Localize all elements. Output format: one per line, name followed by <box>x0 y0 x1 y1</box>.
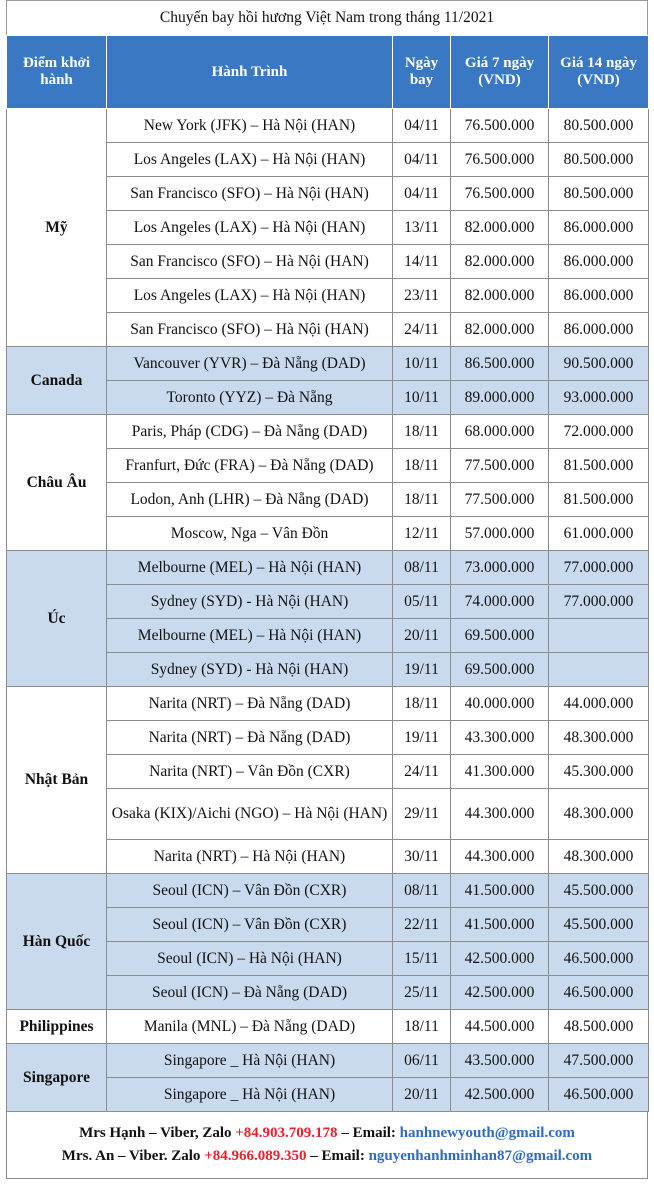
header-departure: Điểm khởi hành <box>7 36 107 109</box>
price-14-cell: 48.500.000 <box>549 1010 649 1044</box>
flight-schedule-sheet <box>6 0 648 1179</box>
route-cell: Manila (MNL) – Đà Nẵng (DAD) <box>107 1010 393 1044</box>
region-cell: Canada <box>7 347 107 415</box>
contact-phone[interactable]: +84.903.709.178 <box>235 1125 338 1141</box>
region-cell: Nhật Bản <box>7 687 107 874</box>
date-cell: 14/11 <box>393 245 451 279</box>
price-14-cell: 46.500.000 <box>549 1078 649 1112</box>
price-7-cell: 68.000.000 <box>451 415 549 449</box>
date-cell: 04/11 <box>393 143 451 177</box>
route-cell: Lodon, Anh (LHR) – Đà Nẵng (DAD) <box>107 483 393 517</box>
price-14-cell: 45.300.000 <box>549 755 649 789</box>
price-7-cell: 42.500.000 <box>451 1078 549 1112</box>
region-cell: Châu Âu <box>7 415 107 551</box>
region-cell: Philippines <box>7 1010 107 1044</box>
price-7-cell: 44.500.000 <box>451 1010 549 1044</box>
price-7-cell: 44.300.000 <box>451 840 549 874</box>
date-cell: 18/11 <box>393 687 451 721</box>
date-cell: 20/11 <box>393 619 451 653</box>
price-14-cell: 90.500.000 <box>549 347 649 381</box>
date-cell: 29/11 <box>393 789 451 840</box>
route-cell: Sydney (SYD) - Hà Nội (HAN) <box>107 653 393 687</box>
price-7-cell: 41.300.000 <box>451 755 549 789</box>
route-cell: Narita (NRT) – Hà Nội (HAN) <box>107 840 393 874</box>
table-row <box>7 687 649 721</box>
contact-name: Mrs Hạnh – Viber, Zalo <box>79 1125 236 1141</box>
date-cell: 30/11 <box>393 840 451 874</box>
price-14-cell: 48.300.000 <box>549 840 649 874</box>
price-7-cell: 43.300.000 <box>451 721 549 755</box>
price-14-cell <box>549 619 649 653</box>
region-cell: Hàn Quốc <box>7 874 107 1010</box>
date-cell: 10/11 <box>393 381 451 415</box>
date-cell: 18/11 <box>393 449 451 483</box>
region-cell: Úc <box>7 551 107 687</box>
route-cell: Seoul (ICN) – Vân Đồn (CXR) <box>107 908 393 942</box>
price-7-cell: 40.000.000 <box>451 687 549 721</box>
route-cell: Toronto (YYZ) – Đà Nẵng <box>107 381 393 415</box>
region-group <box>7 109 649 347</box>
price-7-cell: 82.000.000 <box>451 211 549 245</box>
contact-separator: – Email: <box>337 1125 400 1141</box>
header-route: Hành Trình <box>107 36 393 109</box>
date-cell: 12/11 <box>393 517 451 551</box>
contact-block <box>6 1112 648 1179</box>
region-cell: Mỹ <box>7 109 107 347</box>
price-14-cell: 46.500.000 <box>549 976 649 1010</box>
contact-email[interactable]: nguyenhanhminhan87@gmail.com <box>368 1148 593 1164</box>
price-14-cell: 93.000.000 <box>549 381 649 415</box>
route-cell: Seoul (ICN) – Vân Đồn (CXR) <box>107 874 393 908</box>
price-14-cell: 61.000.000 <box>549 517 649 551</box>
price-14-cell: 47.500.000 <box>549 1044 649 1078</box>
route-cell: Moscow, Nga – Vân Đồn <box>107 517 393 551</box>
date-cell: 24/11 <box>393 755 451 789</box>
route-cell: Los Angeles (LAX) – Hà Nội (HAN) <box>107 211 393 245</box>
date-cell: 18/11 <box>393 415 451 449</box>
price-7-cell: 42.500.000 <box>451 976 549 1010</box>
date-cell: 04/11 <box>393 177 451 211</box>
price-14-cell: 48.300.000 <box>549 721 649 755</box>
date-cell: 08/11 <box>393 551 451 585</box>
price-7-cell: 86.500.000 <box>451 347 549 381</box>
header-price-14-days: Giá 14 ngày (VND) <box>549 36 649 109</box>
date-cell: 19/11 <box>393 653 451 687</box>
price-7-cell: 76.500.000 <box>451 143 549 177</box>
price-14-cell: 44.000.000 <box>549 687 649 721</box>
route-cell: Seoul (ICN) – Hà Nội (HAN) <box>107 942 393 976</box>
date-cell: 25/11 <box>393 976 451 1010</box>
region-group <box>7 687 649 874</box>
price-14-cell: 86.000.000 <box>549 211 649 245</box>
table-row <box>7 874 649 908</box>
route-cell: San Francisco (SFO) – Hà Nội (HAN) <box>107 245 393 279</box>
contact-email[interactable]: hanhnewyouth@gmail.com <box>399 1125 575 1141</box>
route-cell: Los Angeles (LAX) – Hà Nội (HAN) <box>107 279 393 313</box>
region-cell: Singapore <box>7 1044 107 1112</box>
date-cell: 15/11 <box>393 942 451 976</box>
route-cell: San Francisco (SFO) – Hà Nội (HAN) <box>107 313 393 347</box>
date-cell: 20/11 <box>393 1078 451 1112</box>
route-cell: Seoul (ICN) – Đà Nẵng (DAD) <box>107 976 393 1010</box>
date-cell: 22/11 <box>393 908 451 942</box>
price-14-cell: 45.500.000 <box>549 908 649 942</box>
route-cell: Vancouver (YVR) – Đà Nẵng (DAD) <box>107 347 393 381</box>
region-group <box>7 347 649 415</box>
route-cell: Singapore _ Hà Nội (HAN) <box>107 1078 393 1112</box>
contact-line <box>7 1145 647 1168</box>
price-7-cell: 77.500.000 <box>451 483 549 517</box>
date-cell: 10/11 <box>393 347 451 381</box>
price-14-cell: 86.000.000 <box>549 313 649 347</box>
price-7-cell: 41.500.000 <box>451 908 549 942</box>
route-cell: Melbourne (MEL) – Hà Nội (HAN) <box>107 551 393 585</box>
table-row <box>7 415 649 449</box>
route-cell: Paris, Pháp (CDG) – Đà Nẵng (DAD) <box>107 415 393 449</box>
price-14-cell: 72.000.000 <box>549 415 649 449</box>
region-group <box>7 415 649 551</box>
price-14-cell: 77.000.000 <box>549 551 649 585</box>
price-7-cell: 82.000.000 <box>451 313 549 347</box>
route-cell: Franfurt, Đức (FRA) – Đà Nẵng (DAD) <box>107 449 393 483</box>
table-row <box>7 347 649 381</box>
route-cell: Osaka (KIX)/Aichi (NGO) – Hà Nội (HAN) <box>107 789 393 840</box>
price-14-cell: 81.500.000 <box>549 449 649 483</box>
date-cell: 19/11 <box>393 721 451 755</box>
price-14-cell: 45.500.000 <box>549 874 649 908</box>
price-7-cell: 82.000.000 <box>451 279 549 313</box>
price-14-cell: 46.500.000 <box>549 942 649 976</box>
date-cell: 24/11 <box>393 313 451 347</box>
date-cell: 13/11 <box>393 211 451 245</box>
price-7-cell: 77.500.000 <box>451 449 549 483</box>
price-7-cell: 43.500.000 <box>451 1044 549 1078</box>
region-group <box>7 551 649 687</box>
date-cell: 18/11 <box>393 1010 451 1044</box>
price-7-cell: 76.500.000 <box>451 177 549 211</box>
route-cell: Los Angeles (LAX) – Hà Nội (HAN) <box>107 143 393 177</box>
date-cell: 04/11 <box>393 109 451 143</box>
contact-separator: – Email: <box>306 1148 369 1164</box>
price-14-cell <box>549 653 649 687</box>
header-date: Ngày bay <box>393 36 451 109</box>
date-cell: 08/11 <box>393 874 451 908</box>
region-group <box>7 1044 649 1112</box>
price-7-cell: 74.000.000 <box>451 585 549 619</box>
price-7-cell: 69.500.000 <box>451 619 549 653</box>
date-cell: 05/11 <box>393 585 451 619</box>
table-row <box>7 1044 649 1078</box>
price-14-cell: 80.500.000 <box>549 143 649 177</box>
table-header <box>7 36 649 109</box>
price-7-cell: 42.500.000 <box>451 942 549 976</box>
date-cell: 18/11 <box>393 483 451 517</box>
table-row <box>7 551 649 585</box>
route-cell: Narita (NRT) – Vân Đồn (CXR) <box>107 755 393 789</box>
price-14-cell: 80.500.000 <box>549 177 649 211</box>
region-group <box>7 874 649 1010</box>
price-7-cell: 76.500.000 <box>451 109 549 143</box>
price-7-cell: 73.000.000 <box>451 551 549 585</box>
date-cell: 06/11 <box>393 1044 451 1078</box>
route-cell: New York (JFK) – Hà Nội (HAN) <box>107 109 393 143</box>
contact-name: Mrs. An – Viber. Zalo <box>61 1148 205 1164</box>
price-7-cell: 44.300.000 <box>451 789 549 840</box>
table-title: Chuyến bay hồi hương Việt Nam trong tháng 11/2021 <box>6 0 648 35</box>
price-14-cell: 86.000.000 <box>549 245 649 279</box>
price-14-cell: 48.300.000 <box>549 789 649 840</box>
header-price-7-days: Giá 7 ngày (VND) <box>451 36 549 109</box>
price-7-cell: 89.000.000 <box>451 381 549 415</box>
price-7-cell: 41.500.000 <box>451 874 549 908</box>
route-cell: Sydney (SYD) - Hà Nội (HAN) <box>107 585 393 619</box>
table-row <box>7 109 649 143</box>
region-group <box>7 1010 649 1044</box>
route-cell: Narita (NRT) – Đà Nẵng (DAD) <box>107 687 393 721</box>
route-cell: Narita (NRT) – Đà Nẵng (DAD) <box>107 721 393 755</box>
price-7-cell: 82.000.000 <box>451 245 549 279</box>
table-row <box>7 1010 649 1044</box>
route-cell: San Francisco (SFO) – Hà Nội (HAN) <box>107 177 393 211</box>
flight-table <box>6 35 649 1112</box>
price-7-cell: 69.500.000 <box>451 653 549 687</box>
price-7-cell: 57.000.000 <box>451 517 549 551</box>
route-cell: Melbourne (MEL) – Hà Nội (HAN) <box>107 619 393 653</box>
price-14-cell: 77.000.000 <box>549 585 649 619</box>
price-14-cell: 80.500.000 <box>549 109 649 143</box>
route-cell: Singapore _ Hà Nội (HAN) <box>107 1044 393 1078</box>
contact-phone[interactable]: +84.966.089.350 <box>204 1148 307 1164</box>
contact-line <box>7 1122 647 1145</box>
price-14-cell: 81.500.000 <box>549 483 649 517</box>
price-14-cell: 86.000.000 <box>549 279 649 313</box>
date-cell: 23/11 <box>393 279 451 313</box>
